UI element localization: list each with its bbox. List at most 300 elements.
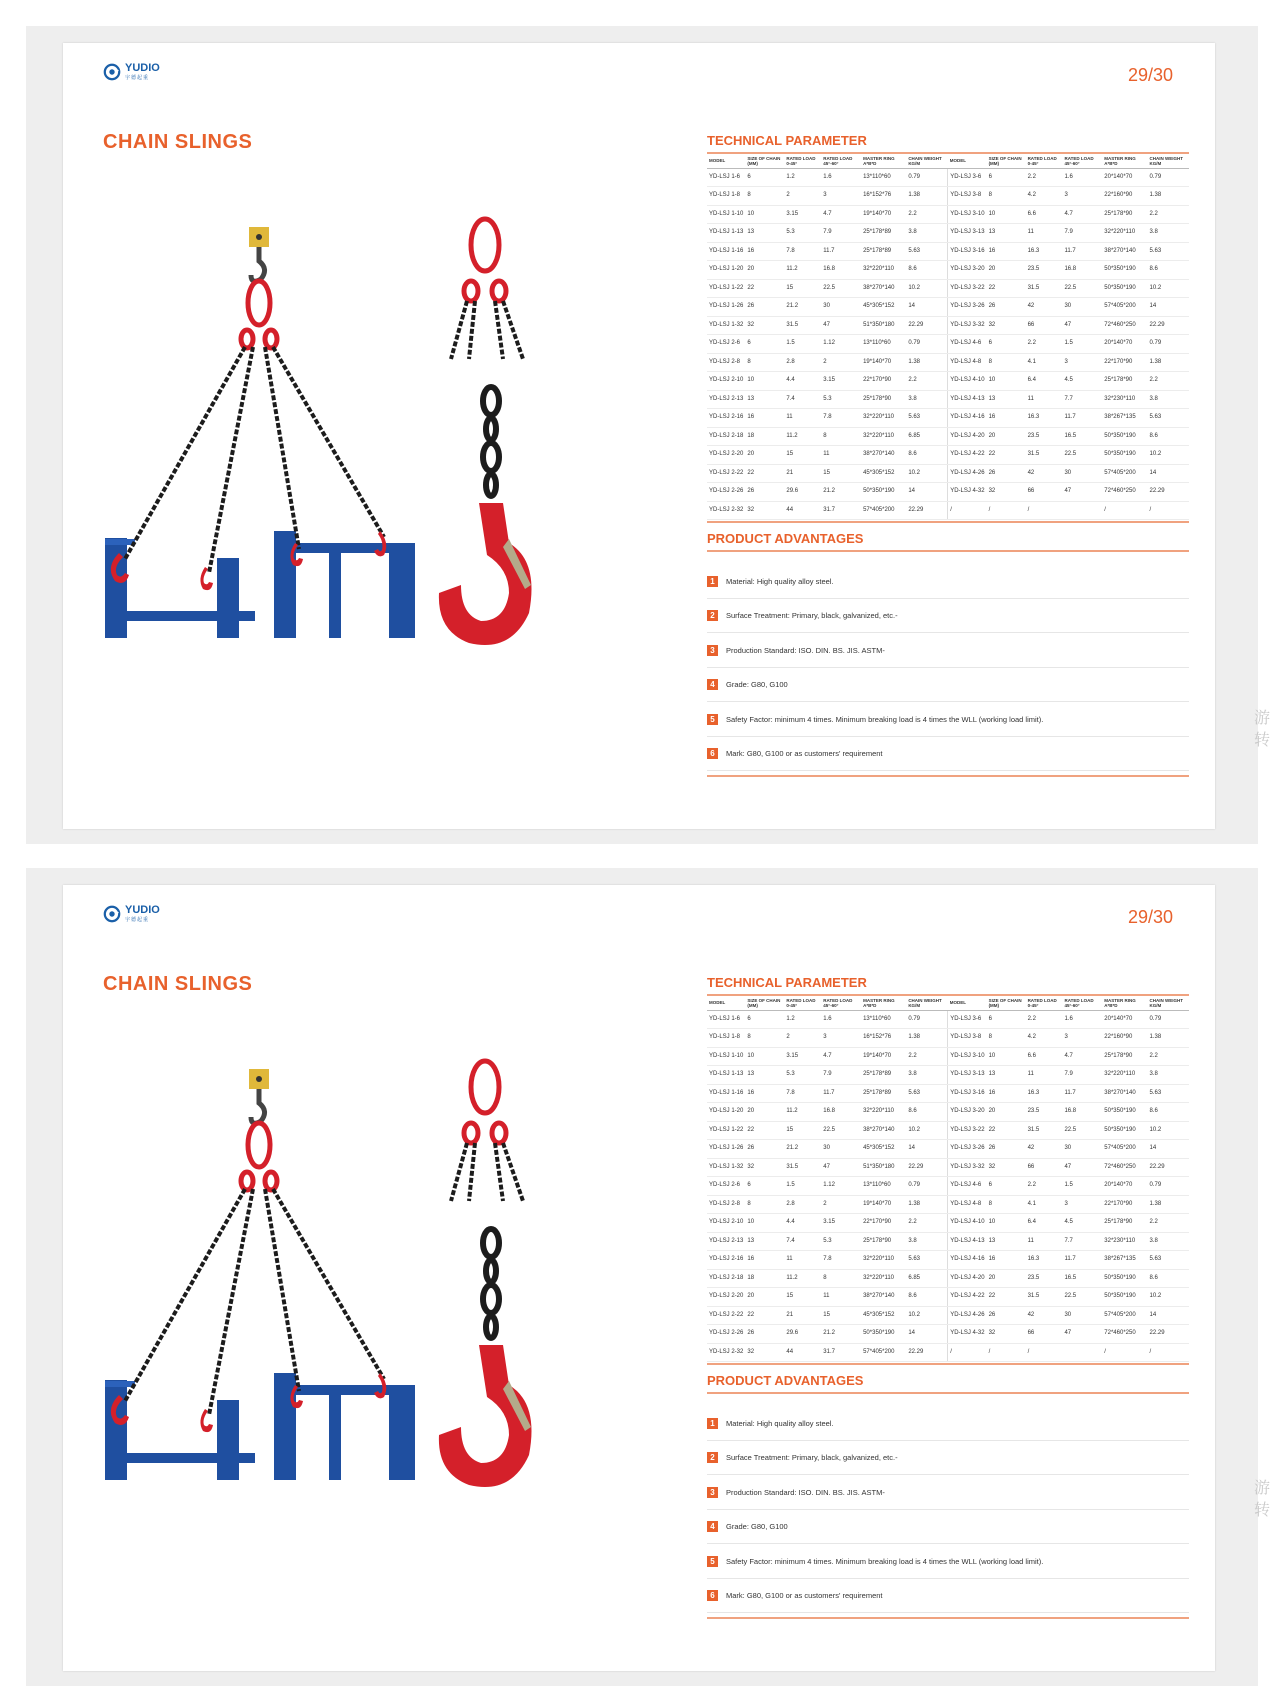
column-header: CHAIN WEIGHT KG/M (906, 156, 947, 168)
table-row (707, 279, 1189, 298)
table-cell: 2.2 (1026, 1177, 1063, 1196)
table-cell: 20*140*70 (1102, 335, 1147, 354)
table-cell: 11 (784, 1251, 821, 1270)
table-cell: 4.2 (1026, 187, 1063, 206)
advantage-text: Surface Treatment: Primary, black, galvanized, etc.- (726, 1453, 898, 1463)
table-cell: 2 (784, 1029, 821, 1048)
table-cell: 11 (784, 409, 821, 428)
table-cell: 57*405*200 (1102, 298, 1147, 317)
table-row (707, 1084, 1189, 1103)
table-row (707, 372, 1189, 391)
table-cell: / (1026, 501, 1063, 520)
table-cell: 0.79 (906, 1177, 947, 1196)
table-cell: 20*140*70 (1102, 1177, 1147, 1196)
table-cell: 22 (987, 1288, 1026, 1307)
table-cell: 45*305*152 (861, 298, 906, 317)
column-header: CHAIN WEIGHT KG/M (1148, 156, 1189, 168)
table-cell: 22.29 (1148, 316, 1189, 335)
table-cell: 13 (745, 1232, 784, 1251)
advantage-number-badge: 3 (707, 1487, 718, 1498)
table-cell: 22.5 (1062, 1288, 1102, 1307)
table-row (707, 1121, 1189, 1140)
blue-rack (105, 531, 415, 638)
table-cell: 47 (821, 316, 861, 335)
advantage-item (707, 668, 1189, 703)
table-cell: 32 (745, 316, 784, 335)
table-cell: 3 (821, 187, 861, 206)
four-leg-master-link (464, 219, 506, 301)
table-cell: 42 (1026, 1140, 1063, 1159)
table-cell: YD-LSJ 2-18 (707, 1269, 745, 1288)
table-bottom-rule (707, 521, 1189, 523)
page-number: 29/30 (1127, 65, 1173, 85)
table-cell: 7.4 (784, 390, 821, 409)
table-cell: 4.7 (821, 205, 861, 224)
table-cell: 22.5 (821, 279, 861, 298)
table-cell: 13*110*60 (861, 1010, 906, 1029)
advantage-number-badge: 6 (707, 1590, 718, 1601)
table-cell: 50*350*190 (1102, 427, 1147, 446)
table-cell: 13 (745, 1066, 784, 1085)
table-cell: 1.38 (906, 187, 947, 206)
advantage-item (707, 737, 1189, 772)
table-cell: 18 (745, 427, 784, 446)
table-cell: YD-LSJ 4-6 (948, 1177, 987, 1196)
table-cell: YD-LSJ 1-26 (707, 1140, 745, 1159)
advantage-item (707, 1406, 1189, 1441)
table-cell: YD-LSJ 1-13 (707, 224, 745, 243)
table-cell: 13*110*60 (861, 335, 906, 354)
column-header: MASTER RING A*B*D (1102, 998, 1147, 1010)
table-cell: 10.2 (906, 279, 947, 298)
table-cell: 11.2 (784, 1269, 821, 1288)
table-cell: 11 (1026, 390, 1063, 409)
table-cell: 1.38 (906, 353, 947, 372)
table-cell: YD-LSJ 4-8 (948, 1195, 987, 1214)
table-cell: 8 (987, 1029, 1026, 1048)
column-header: MASTER RING A*B*D (861, 156, 906, 168)
table-row (707, 224, 1189, 243)
table-cell: YD-LSJ 2-20 (707, 446, 745, 465)
table-cell: 16 (745, 1084, 784, 1103)
technical-parameter-table (707, 998, 1189, 1362)
table-cell: 32 (745, 1158, 784, 1177)
column-header: CHAIN WEIGHT KG/M (1148, 998, 1189, 1010)
table-cell: 2.2 (1026, 335, 1063, 354)
table-cell: 72*460*250 (1102, 1158, 1147, 1177)
page-title: CHAIN SLINGS (103, 973, 253, 995)
table-cell: YD-LSJ 1-10 (707, 1047, 745, 1066)
table-cell: 25*178*90 (1102, 205, 1147, 224)
table-cell: 51*350*180 (861, 316, 906, 335)
table-cell: YD-LSJ 3-6 (948, 1010, 987, 1029)
table-cell: 5.63 (906, 1084, 947, 1103)
table-cell: 30 (1062, 464, 1102, 483)
table-row (707, 1214, 1189, 1233)
table-cell: 5.3 (821, 390, 861, 409)
table-cell: 7.7 (1062, 1232, 1102, 1251)
table-cell: 16.5 (1062, 1269, 1102, 1288)
column-header: SIZE OF CHAIN (MM) (987, 156, 1026, 168)
table-cell: YD-LSJ 3-10 (948, 205, 987, 224)
column-header: RATED LOAD 0-45° (784, 156, 821, 168)
table-row (707, 1195, 1189, 1214)
table-cell: 15 (784, 279, 821, 298)
table-cell: 22 (745, 464, 784, 483)
table-row (707, 1010, 1189, 1029)
table-cell: YD-LSJ 2-22 (707, 464, 745, 483)
table-cell: 7.8 (784, 242, 821, 261)
table-cell: 16.5 (1062, 427, 1102, 446)
table-cell: YD-LSJ 1-6 (707, 1010, 745, 1029)
table-cell: 5.63 (1148, 1251, 1189, 1270)
table-cell: 22.29 (1148, 483, 1189, 502)
table-cell: 20 (987, 261, 1026, 280)
product-advantages-title: PRODUCT ADVANTAGES (707, 531, 864, 547)
table-cell: 13*110*60 (861, 1177, 906, 1196)
table-row (707, 1232, 1189, 1251)
table-cell: YD-LSJ 2-10 (707, 1214, 745, 1233)
table-cell: 72*460*250 (1102, 316, 1147, 335)
table-cell: YD-LSJ 4-22 (948, 446, 987, 465)
table-cell: 10.2 (906, 1121, 947, 1140)
table-cell: 6.4 (1026, 1214, 1063, 1233)
table-cell: 16.8 (821, 1103, 861, 1122)
table-cell: YD-LSJ 2-22 (707, 1306, 745, 1325)
table-cell: 31.5 (1026, 279, 1063, 298)
table-cell: YD-LSJ 2-18 (707, 427, 745, 446)
table-cell: 11.7 (821, 1084, 861, 1103)
table-cell: 13*110*60 (861, 168, 906, 187)
table-cell: 4.4 (784, 1214, 821, 1233)
table-cell: 3.8 (1148, 1232, 1189, 1251)
table-cell: 0.79 (1148, 1177, 1189, 1196)
advantage-item (707, 599, 1189, 634)
table-cell: 57*405*200 (861, 1343, 906, 1362)
table-cell: 11.7 (821, 242, 861, 261)
table-cell: 6 (745, 1010, 784, 1029)
table-cell: 0.79 (906, 1010, 947, 1029)
table-cell: 47 (821, 1158, 861, 1177)
table-cell: 8.6 (1148, 261, 1189, 280)
table-cell: 10 (987, 372, 1026, 391)
table-cell: 22 (987, 279, 1026, 298)
table-cell: 22.29 (906, 1158, 947, 1177)
top-hook-icon (251, 1089, 265, 1123)
column-header: MODEL (948, 998, 987, 1010)
table-cell: 57*405*200 (861, 501, 906, 520)
table-cell: 8.6 (906, 446, 947, 465)
table-cell: 22*170*90 (861, 1214, 906, 1233)
table-cell: YD-LSJ 1-20 (707, 261, 745, 280)
brand-logo (103, 63, 160, 81)
table-row (707, 464, 1189, 483)
table-cell: 22.29 (906, 1343, 947, 1362)
table-cell: YD-LSJ 4-13 (948, 1232, 987, 1251)
catalog-page (63, 43, 1215, 829)
table-cell: 22 (745, 1121, 784, 1140)
table-cell: 8 (821, 1269, 861, 1288)
table-row (707, 242, 1189, 261)
table-cell: 32*220*110 (861, 1269, 906, 1288)
table-cell: 8.6 (1148, 1269, 1189, 1288)
title-rule (707, 994, 1189, 996)
table-cell: 10 (745, 205, 784, 224)
table-cell: 1.38 (1148, 1029, 1189, 1048)
table-cell: 11 (1026, 1066, 1063, 1085)
table-cell: 5.63 (906, 242, 947, 261)
table-cell: 20 (745, 446, 784, 465)
table-cell: 29.6 (784, 1325, 821, 1344)
table-cell: 32*220*110 (861, 427, 906, 446)
table-cell: YD-LSJ 1-22 (707, 1121, 745, 1140)
table-cell: 14 (906, 483, 947, 502)
table-row (707, 1140, 1189, 1159)
table-cell: 4.5 (1062, 1214, 1102, 1233)
table-cell: 7.9 (1062, 1066, 1102, 1085)
table-cell: YD-LSJ 2-32 (707, 1343, 745, 1362)
advantage-number-badge: 1 (707, 1418, 718, 1429)
title-rule (707, 550, 1189, 552)
table-cell: 11.7 (1062, 409, 1102, 428)
table-cell: 50*350*190 (1102, 1288, 1147, 1307)
table-cell: 20*140*70 (1102, 1010, 1147, 1029)
table-cell: YD-LSJ 1-10 (707, 205, 745, 224)
table-cell: 1.6 (821, 168, 861, 187)
table-cell: 11.7 (1062, 1084, 1102, 1103)
four-leg-master-link (464, 1061, 506, 1143)
table-cell: 11 (821, 1288, 861, 1307)
table-row (707, 261, 1189, 280)
table-cell: 47 (1062, 316, 1102, 335)
table-cell: 22 (745, 279, 784, 298)
table-cell: 7.4 (784, 1232, 821, 1251)
table-cell: 10.2 (1148, 446, 1189, 465)
table-cell: 13 (745, 390, 784, 409)
table-cell: YD-LSJ 3-32 (948, 1158, 987, 1177)
technical-parameter-table (707, 156, 1189, 520)
table-cell: 2.8 (784, 353, 821, 372)
advantages-list (707, 1406, 1189, 1613)
table-cell: 16.3 (1026, 1251, 1063, 1270)
table-cell: 30 (821, 1140, 861, 1159)
table-cell: 8 (821, 427, 861, 446)
table-cell: 3.15 (821, 372, 861, 391)
table-cell: 10 (987, 1047, 1026, 1066)
table-cell: 11.7 (1062, 242, 1102, 261)
table-cell: 8 (745, 187, 784, 206)
table-cell: 42 (1026, 1306, 1063, 1325)
table-cell: 3.15 (784, 1047, 821, 1066)
table-cell: 10 (745, 1214, 784, 1233)
advantage-text: Safety Factor: minimum 4 times. Minimum breaking load is 4 times the WLL (working load limit). (726, 1556, 1044, 1566)
table-cell: 32*230*110 (1102, 390, 1147, 409)
table-cell: 16.3 (1026, 1084, 1063, 1103)
table-cell: YD-LSJ 1-16 (707, 242, 745, 261)
table-cell: 3.8 (906, 224, 947, 243)
side-watermark-text: 游 转 (1253, 710, 1270, 749)
table-cell: YD-LSJ 1-13 (707, 1066, 745, 1085)
table-cell: 32 (987, 1158, 1026, 1177)
table-row (707, 409, 1189, 428)
table-row (707, 1047, 1189, 1066)
table-cell: / (948, 1343, 987, 1362)
table-cell: 8.6 (906, 1288, 947, 1307)
table-row (707, 335, 1189, 354)
table-cell: 16 (987, 409, 1026, 428)
table-cell: 8 (987, 1195, 1026, 1214)
table-cell: YD-LSJ 4-16 (948, 409, 987, 428)
table-cell: 14 (1148, 1140, 1189, 1159)
table-cell: 22.29 (1148, 1325, 1189, 1344)
four-leg-chain-ends (451, 1143, 523, 1201)
table-cell: YD-LSJ 2-10 (707, 372, 745, 391)
table-cell: 15 (784, 1288, 821, 1307)
table-cell: YD-LSJ 2-16 (707, 1251, 745, 1270)
table-cell: 2 (821, 1195, 861, 1214)
column-header: MASTER RING A*B*D (1102, 156, 1147, 168)
table-cell: YD-LSJ 4-6 (948, 335, 987, 354)
table-cell: 25*178*90 (1102, 1214, 1147, 1233)
table-cell: / (1148, 1343, 1189, 1362)
table-cell: 15 (821, 464, 861, 483)
table-row (707, 316, 1189, 335)
table-cell: 1.12 (821, 1177, 861, 1196)
table-row (707, 1103, 1189, 1122)
table-cell: YD-LSJ 1-22 (707, 279, 745, 298)
table-cell: YD-LSJ 4-16 (948, 1251, 987, 1270)
table-cell: YD-LSJ 4-26 (948, 1306, 987, 1325)
table-cell: 7.7 (1062, 390, 1102, 409)
table-cell: 45*305*152 (861, 464, 906, 483)
title-rule (707, 1392, 1189, 1394)
table-cell: 22*170*90 (1102, 1195, 1147, 1214)
table-cell: 25*178*90 (1102, 372, 1147, 391)
table-cell: 4.7 (1062, 205, 1102, 224)
advantage-text: Grade: G80, G100 (726, 1522, 788, 1532)
table-cell: 7.9 (1062, 224, 1102, 243)
table-cell: YD-LSJ 2-8 (707, 353, 745, 372)
table-cell: 16 (987, 1084, 1026, 1103)
table-cell: 31.7 (821, 501, 861, 520)
advantage-number-badge: 2 (707, 610, 718, 621)
advantage-item (707, 1441, 1189, 1476)
advantage-number-badge: 2 (707, 1452, 718, 1463)
table-cell: 22.5 (1062, 279, 1102, 298)
table-cell: 23.5 (1026, 427, 1063, 446)
table-cell: 14 (906, 1140, 947, 1159)
sling-hooks (111, 531, 386, 590)
table-cell: 66 (1026, 1325, 1063, 1344)
table-cell: 0.79 (1148, 1010, 1189, 1029)
table-cell: 2 (821, 353, 861, 372)
table-cell: 1.6 (1062, 1010, 1102, 1029)
table-cell: 6 (987, 168, 1026, 187)
advantage-text: Grade: G80, G100 (726, 680, 788, 690)
table-cell: 14 (1148, 1306, 1189, 1325)
table-cell: 42 (1026, 464, 1063, 483)
table-row (707, 390, 1189, 409)
brand-logo-icon (103, 63, 121, 81)
table-cell: 31.5 (1026, 1121, 1063, 1140)
table-row (707, 1066, 1189, 1085)
table-cell: 1.38 (1148, 1195, 1189, 1214)
table-cell: YD-LSJ 3-16 (948, 242, 987, 261)
table-cell: 25*178*89 (861, 242, 906, 261)
table-cell: 20 (987, 1269, 1026, 1288)
table-row (707, 1269, 1189, 1288)
page-number: 29/30 (1127, 907, 1173, 927)
advantages-end-rule (707, 1617, 1189, 1619)
table-cell: 7.8 (784, 1084, 821, 1103)
table-row (707, 427, 1189, 446)
table-cell: 23.5 (1026, 1269, 1063, 1288)
advantage-text: Material: High quality alloy steel. (726, 576, 834, 586)
table-cell: 30 (1062, 298, 1102, 317)
table-cell: 26 (987, 298, 1026, 317)
table-row (707, 168, 1189, 187)
table-cell: YD-LSJ 4-26 (948, 464, 987, 483)
table-cell: 2.8 (784, 1195, 821, 1214)
table-cell: 22*160*90 (1102, 187, 1147, 206)
table-cell: 20 (745, 1103, 784, 1122)
table-cell: 1.6 (821, 1010, 861, 1029)
table-cell: 2.2 (1026, 1010, 1063, 1029)
table-body (707, 1010, 1189, 1362)
advantage-number-badge: 6 (707, 748, 718, 759)
table-cell: 1.2 (784, 168, 821, 187)
table-cell: 1.38 (1148, 187, 1189, 206)
table-cell: 15 (784, 446, 821, 465)
table-cell: 16*152*76 (861, 1029, 906, 1048)
table-cell: YD-LSJ 3-22 (948, 1121, 987, 1140)
table-cell: 10.2 (1148, 1288, 1189, 1307)
table-cell: 8 (745, 353, 784, 372)
table-cell: 50*350*190 (861, 483, 906, 502)
table-cell: YD-LSJ 2-16 (707, 409, 745, 428)
advantage-text: Safety Factor: minimum 4 times. Minimum breaking load is 4 times the WLL (working load limit). (726, 714, 1044, 724)
table-cell: 57*405*200 (1102, 1306, 1147, 1325)
table-row (707, 1343, 1189, 1362)
table-cell: 19*140*70 (861, 1195, 906, 1214)
table-cell: 14 (906, 1325, 947, 1344)
table-cell: 38*270*140 (861, 279, 906, 298)
table-cell: / (1026, 1343, 1063, 1362)
table-cell: YD-LSJ 1-8 (707, 1029, 745, 1048)
table-cell: YD-LSJ 3-13 (948, 224, 987, 243)
master-ring (241, 1123, 277, 1190)
table-cell: 4.7 (1062, 1047, 1102, 1066)
table-cell: 22.5 (821, 1121, 861, 1140)
technical-parameter-title: TECHNICAL PARAMETER (707, 133, 867, 148)
table-cell: 32 (745, 1343, 784, 1362)
table-cell: YD-LSJ 4-10 (948, 372, 987, 391)
table-cell: 16.8 (1062, 1103, 1102, 1122)
table-cell: YD-LSJ 2-8 (707, 1195, 745, 1214)
table-cell: 2.2 (1148, 205, 1189, 224)
table-cell: YD-LSJ 1-6 (707, 168, 745, 187)
column-header: CHAIN WEIGHT KG/M (906, 998, 947, 1010)
table-cell: 6.85 (906, 1269, 947, 1288)
table-cell: 32*230*110 (1102, 1232, 1147, 1251)
table-cell: 1.12 (821, 335, 861, 354)
table-cell: 72*460*250 (1102, 1325, 1147, 1344)
table-cell: 1.38 (906, 1195, 947, 1214)
table-cell: 16.8 (821, 261, 861, 280)
table-row (707, 501, 1189, 520)
table-cell: 32*220*110 (1102, 1066, 1147, 1085)
table-cell: 6.85 (906, 427, 947, 446)
